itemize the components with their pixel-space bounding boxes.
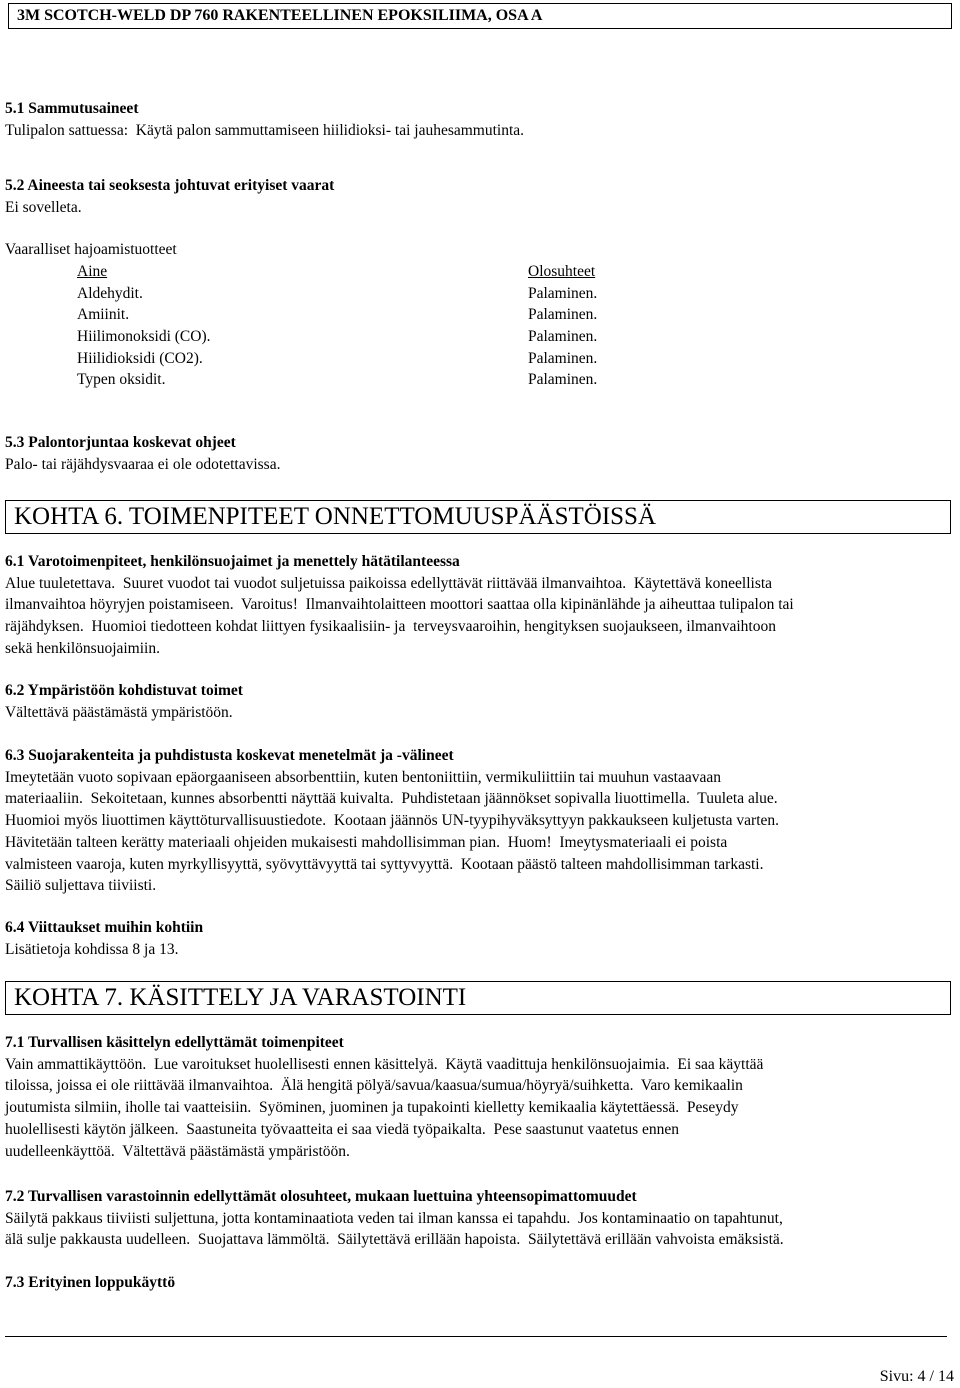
paragraph-line: ilmanvaihtoa höyryjen poistamiseen. Varoitus! Ilmanvaihtolaitteen moottori saattaa olla kipinänlähde ja aiheuttaa tulipalon tai	[5, 596, 794, 614]
section-6-4	[5, 917, 955, 960]
section-6-1	[5, 551, 955, 660]
page-number: Sivu: 4 / 14	[879, 1368, 954, 1385]
paragraph-line: räjähdyksen. Huomioi tiedotteen kohdat liittyen fysikaalisiin- ja terveysvaaroihin, hengityksen suojaukseen, ilmanvaihtoon	[5, 618, 776, 636]
paragraph-line: sekä henkilönsuojaimiin.	[5, 639, 160, 657]
hazard-substance: Hiilidioksidi (CO2).	[77, 349, 203, 367]
col-header-condition: Olosuhteet	[528, 263, 596, 280]
hazard-substance: Amiinit.	[77, 306, 130, 324]
section-5-3-text: Palo- tai räjähdysvaaraa ei ole odotettavissa.	[5, 455, 281, 473]
paragraph-line: joutumista silmiin, iholle tai vaatteisiin. Syöminen, juominen ja tupakointi kielletty kemikaalia käytettäessä. Peseydy	[5, 1099, 739, 1117]
hazard-substance: Hiilimonoksidi (CO).	[77, 328, 211, 346]
paragraph-line: älä sulje pakkausta uudelleen. Suojattava lämmöltä. Säilytettävä erillään hapoista. Säilytettävä erillään vahvoista emäksistä.	[5, 1231, 784, 1249]
section-5-3-title: 5.3 Palontorjuntaa koskevat ohjeet	[5, 434, 236, 451]
section-5-2-text: Ei sovelleta.	[5, 198, 82, 216]
footer-divider	[5, 1336, 947, 1337]
hazard-condition: Palaminen.	[528, 371, 598, 389]
paragraph-line: Imeytetään vuoto sopivaan epäorgaaniseen absorbenttiin, kuten bentoniittiin, vermikuliittiin tai muuhun vastaavaan	[5, 768, 721, 786]
section-7-2-title: 7.2 Turvallisen varastoinnin edellyttämät olosuhteet, mukaan luettuina yhteensopimattomuudet	[5, 1188, 637, 1205]
section-5-1-text: Tulipalon sattuessa: Käytä palon sammuttamiseen hiilidioksi- tai jauhesammutinta.	[5, 121, 525, 139]
paragraph-line: huolellisesti käytön jälkeen. Saastuneita työvaatteita ei saa viedä työpaikalta. Pese saastunut vaatetus ennen	[5, 1120, 680, 1138]
hazard-substance: Typen oksidit.	[77, 371, 166, 389]
hazard-condition-column	[528, 261, 597, 391]
document-header: 3M SCOTCH-WELD DP 760 RAKENTEELLINEN EPOKSILIIMA, OSA A	[8, 3, 952, 29]
paragraph-line: valmisteen vaaroja, kuten myrkyllisyyttä, syövyttävyyttä tai syttyvyyttä. Kootaan päästö talteen mahdollisimman tarkasti.	[5, 855, 764, 873]
hazardous-products-title: Vaaralliset hajoamistuotteet	[5, 241, 177, 258]
section-7-1-title: 7.1 Turvallisen käsittelyn edellyttämät toimenpiteet	[5, 1034, 344, 1051]
section-6-2-title: 6.2 Ympäristöön kohdistuvat toimet	[5, 682, 243, 699]
section-7-2	[5, 1186, 955, 1251]
section-6-4-title: 6.4 Viittaukset muihin kohtiin	[5, 919, 204, 936]
section-5-1-title: 5.1 Sammutusaineet	[5, 100, 139, 117]
section-6-4-text: Lisätietoja kohdissa 8 ja 13.	[5, 940, 179, 958]
paragraph-line: Alue tuuletettava. Suuret vuodot tai vuodot suljetuissa paikoissa edellyttävät riittävää ilmanvaihtoa. Käytettävä koneellista	[5, 574, 773, 592]
section-6-2	[5, 680, 955, 723]
paragraph-line: Säiliö suljettava tiiviisti.	[5, 877, 157, 895]
section-6-2-text: Vältettävä päästämästä ympäristöön.	[5, 703, 233, 721]
section-6-3-title: 6.3 Suojarakenteita ja puhdistusta koskevat menetelmät ja -välineet	[5, 747, 454, 764]
section-5-2	[5, 175, 955, 218]
paragraph-line: materiaaliin. Sekoitetaan, kunnes absorbentti näyttää kuivalta. Puhdistetaan jäännökset sopivalla liuottimella. Tuuleta alue.	[5, 790, 778, 808]
section-7-3-title: 7.3 Erityinen loppukäyttö	[5, 1274, 176, 1291]
paragraph-line: Huomioi myös liuottimen käyttöturvallisuustiedote. Kootaan jäännös UN-tyypihyväksyttyyn pakkaukseen kuljetusta varten.	[5, 812, 780, 830]
section-6-heading: KOHTA 6. TOIMENPITEET ONNETTOMUUSPÄÄSTÖISSÄ	[5, 500, 951, 534]
section-7-1	[5, 1032, 955, 1162]
paragraph-line: uudelleenkäyttöä. Vältettävä päästämästä ympäristöön.	[5, 1142, 350, 1160]
hazard-condition: Palaminen.	[528, 306, 598, 324]
paragraph-line: Vain ammattikäyttöön. Lue varoitukset huolellisesti ennen käsittelyä. Käytä vaadittuja henkilönsuojaimia. Ei saa käyttää	[5, 1055, 764, 1073]
paragraph-line: Hävitetään talteen kerätty materiaali ohjeiden mukaisesti mahdollisimman pian. Huom! Imeytysmateriaali ei poista	[5, 833, 728, 851]
paragraph-line: tiloissa, joissa ei ole riittävää ilmanvaihtoa. Älä hengitä pölyä/savua/kaasua/sumua/höyryä/suihketta. Varo kemikaalin	[5, 1077, 743, 1095]
section-7-heading: KOHTA 7. KÄSITTELY JA VARASTOINTI	[5, 981, 951, 1015]
paragraph-line: Säilytä pakkaus tiiviisti suljettuna, jotta kontaminaatiota veden tai ilman kanssa ei tapahdu. Jos kontaminaatio on tapahtunut,	[5, 1209, 783, 1227]
section-5-1	[5, 98, 955, 141]
section-6-1-title: 6.1 Varotoimenpiteet, henkilönsuojaimet ja menettely hätätilanteessa	[5, 553, 460, 570]
section-6-3	[5, 745, 955, 897]
hazard-condition: Palaminen.	[528, 349, 598, 367]
hazard-condition: Palaminen.	[528, 328, 598, 346]
hazard-substance: Aldehydit.	[77, 284, 143, 302]
section-7-3	[5, 1272, 955, 1294]
section-5-3	[5, 432, 955, 475]
col-header-substance: Aine	[77, 263, 108, 280]
hazard-condition: Palaminen.	[528, 284, 598, 302]
hazard-substance-column	[77, 261, 210, 391]
section-5-2-title: 5.2 Aineesta tai seoksesta johtuvat erityiset vaarat	[5, 177, 335, 194]
